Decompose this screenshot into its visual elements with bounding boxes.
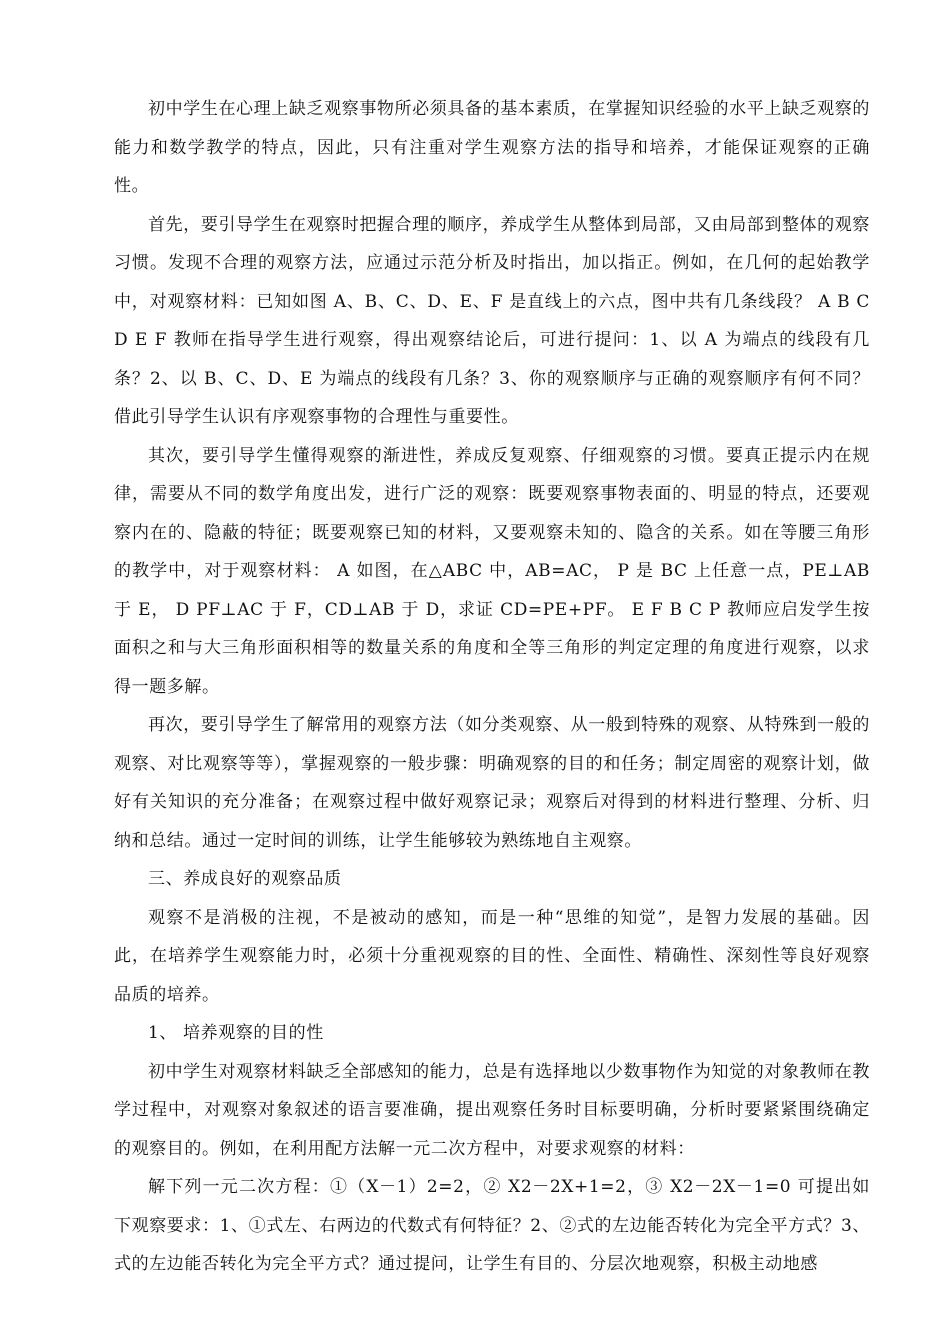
section-heading: 1、 培养观察的目的性: [148, 1023, 324, 1043]
body-paragraph: 再次，要引导学生了解常用的观察方法（如分类观察、从一般到特殊的观察、从特殊到一般的观察、对比观察等等），掌握观察的一般步骤：明确观察的目的和任务；制定周密的观察计划，做好有关知识的充分准备；在观察过程中做好观察记录；观察后对得到的材料进行整理、分析、归纳和总结。通过一定时间的训练，让学生能够较为熟练地自主观察。: [114, 715, 870, 851]
document-body: [114, 90, 870, 1284]
body-paragraph: 初中学生在心理上缺乏观察事物所必须具备的基本素质，在掌握知识经验的水平上缺乏观察的能力和数学教学的特点，因此，只有注重对学生观察方法的指导和培养，才能保证观察的正确性。: [114, 99, 870, 196]
body-paragraph: 首先，要引导学生在观察时把握合理的顺序，养成学生从整体到局部，又由局部到整体的观察习惯。发现不合理的观察方法，应通过示范分析及时指出，加以指正。例如，在几何的起始教学中，对观察材料：已知如图 A、B、C、D、E、F 是直线上的六点，图中共有几条线段？ A B C D E F 教师在指导学生进行观察，得出观察结论后，可进行提问：1、以 A 为端点的线段有几条？2、以 B、C、D、E 为端点的线段有几条？3、你的观察顺序与正确的观察顺序有何不同？借此引导学生认识有序观察事物的合理性与重要性。: [114, 214, 870, 427]
body-paragraph: 解下列一元二次方程：①（X－1）2=2，② X2－2X+1=2，③ X2－2X－1=0 可提出如下观察要求：1、①式左、右两边的代数式有何特征？2、②式的左边能否转化为完全平方式？3、式的左边能否转化为完全平方式？通过提问，让学生有目的、分层次地观察，积极主动地感: [114, 1177, 870, 1274]
section-heading: 三、养成良好的观察品质: [148, 869, 342, 889]
body-paragraph: 观察不是消极的注视，不是被动的感知，而是一种“思维的知觉”，是智力发展的基础。因此，在培养学生观察能力时，必须十分重视观察的目的性、全面性、精确性、深刻性等良好观察品质的培养。: [114, 907, 870, 1005]
body-paragraph: 初中学生对观察材料缺乏全部感知的能力，总是有选择地以少数事物作为知觉的对象教师在教学过程中，对观察对象叙述的语言要准确，提出观察任务时目标要明确，分析时要紧紧围绕确定的观察目的。例如，在利用配方法解一元二次方程中，对要求观察的材料：: [114, 1061, 870, 1159]
body-paragraph: 其次，要引导学生懂得观察的渐进性，养成反复观察、仔细观察的习惯。要真正提示内在规律，需要从不同的数学角度出发，进行广泛的观察：既要观察事物表面的、明显的特点，还要观察内在的、隐蔽的特征；既要观察已知的材料，又要观察未知的、隐含的关系。如在等腰三角形的教学中，对于观察材料： A 如图，在△ABC 中，AB=AC， P 是 BC 上任意一点，PE⊥AB 于 E， D PF⊥AC 于 F，CD⊥AB 于 D，求证 CD=PE+PF。 E F B C P 教师应启发学生按面积之和与大三角形面积相等的数量关系的角度和全等三角形的判定定理的角度进行观察，以求得一题多解。: [114, 445, 870, 697]
